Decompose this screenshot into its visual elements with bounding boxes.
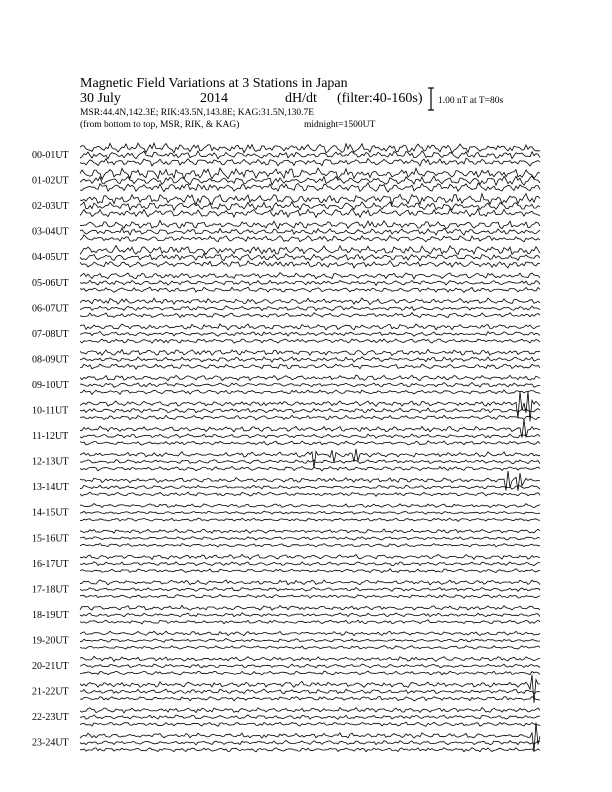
trace-17-18UT-MSR [80, 594, 540, 598]
trace-09-10UT-MSR [80, 390, 540, 395]
trace-19-20UT-MSR [80, 646, 540, 650]
trace-13-14UT-RIK [80, 485, 540, 489]
trace-20-21UT-MSR [80, 671, 540, 675]
station-coords: MSR:44.4N,142.3E; RIK:43.5N,143.8E; KAG:31.5N,130.7E [80, 108, 315, 118]
trace-03-04UT-KAG [80, 220, 540, 228]
chart-title: Magnetic Field Variations at 3 Stations in Japan [80, 76, 348, 91]
trace-06-07UT-RIK [80, 306, 540, 311]
trace-16-17UT-KAG [80, 554, 540, 559]
hour-label-02-03UT: 02-03UT [32, 201, 69, 213]
trace-20-21UT-KAG [80, 656, 540, 661]
trace-11-12UT-KAG [80, 419, 540, 438]
trace-04-05UT-MSR [80, 261, 540, 268]
trace-05-06UT-KAG [80, 273, 540, 279]
trace-09-10UT-KAG [80, 375, 540, 381]
trace-11-12UT-MSR [80, 441, 540, 445]
hour-label-00-01UT: 00-01UT [32, 150, 69, 161]
hour-label-09-10UT: 09-10UT [32, 379, 69, 391]
hour-label-14-15UT: 14-15UT [32, 507, 69, 519]
hour-label-01-02UT: 01-02UT [32, 175, 69, 187]
trace-05-06UT-MSR [80, 287, 540, 292]
trace-21-22UT-MSR [80, 696, 540, 701]
trace-14-15UT-RIK [80, 511, 540, 514]
trace-05-06UT-RIK [80, 280, 540, 285]
trace-22-23UT-MSR [80, 722, 540, 726]
hour-label-07-08UT: 07-08UT [32, 328, 69, 340]
trace-23-24UT-KAG [80, 723, 540, 752]
trace-01-02UT-MSR [80, 183, 540, 192]
trace-00-01UT-RIK [80, 151, 540, 159]
trace-03-04UT-MSR [80, 235, 540, 242]
trace-19-20UT-KAG [80, 631, 540, 635]
trace-20-21UT-RIK [80, 664, 540, 668]
hour-label-15-16UT: 15-16UT [32, 533, 69, 545]
trace-17-18UT-RIK [80, 587, 540, 591]
hour-label-12-13UT: 12-13UT [32, 456, 69, 468]
hour-label-23-24UT: 23-24UT [32, 737, 69, 749]
trace-14-15UT-MSR [80, 518, 540, 521]
date-year: 2014 [200, 91, 228, 106]
trace-02-03UT-RIK [80, 202, 540, 211]
filter-label: (filter:40-160s) [337, 91, 423, 106]
hour-label-22-23UT: 22-23UT [32, 712, 69, 724]
trace-12-13UT-KAG [80, 449, 540, 468]
hour-label-19-20UT: 19-20UT [32, 635, 69, 647]
hour-label-04-05UT: 04-05UT [32, 252, 69, 264]
hour-label-03-04UT: 03-04UT [32, 226, 69, 238]
scale-bar [428, 88, 503, 110]
hour-label-18-19UT: 18-19UT [32, 609, 69, 621]
chart-header [80, 76, 423, 130]
hour-label-20-21UT: 20-21UT [32, 661, 69, 672]
trace-18-19UT-KAG [80, 605, 540, 610]
hour-label-16-17UT: 16-17UT [32, 558, 69, 570]
hour-label-05-06UT: 05-06UT [32, 277, 69, 289]
trace-23-24UT-MSR [80, 748, 540, 752]
trace-17-18UT-KAG [80, 580, 540, 585]
trace-23-24UT-RIK [80, 740, 540, 745]
trace-15-16UT-RIK [80, 537, 540, 540]
trace-21-22UT-RIK [80, 689, 540, 694]
scale-bar-label: 1.00 nT at T=80s [438, 96, 504, 106]
hour-label-17-18UT: 17-18UT [32, 584, 69, 596]
trace-04-05UT-KAG [80, 246, 540, 255]
trace-06-07UT-KAG [80, 298, 540, 305]
trace-10-11UT-RIK [80, 408, 540, 413]
trace-14-15UT-KAG [80, 504, 540, 508]
hour-rows [32, 143, 540, 752]
trace-13-14UT-MSR [80, 492, 540, 496]
hour-label-21-22UT: 21-22UT [32, 686, 69, 698]
hour-label-06-07UT: 06-07UT [32, 303, 69, 315]
trace-18-19UT-MSR [80, 620, 540, 624]
trace-01-02UT-KAG [80, 168, 540, 179]
trace-11-12UT-RIK [80, 434, 540, 438]
quantity-label: dH/dt [285, 91, 317, 106]
trace-06-07UT-MSR [80, 313, 540, 318]
trace-08-09UT-RIK [80, 357, 540, 362]
hour-label-11-12UT: 11-12UT [32, 431, 69, 443]
hour-label-13-14UT: 13-14UT [32, 482, 69, 494]
trace-12-13UT-RIK [80, 460, 540, 464]
trace-15-16UT-KAG [80, 529, 540, 533]
trace-19-20UT-RIK [80, 639, 540, 643]
trace-03-04UT-RIK [80, 228, 540, 235]
trace-09-10UT-RIK [80, 383, 540, 388]
date-day: 30 July [80, 91, 121, 106]
trace-00-01UT-KAG [80, 143, 540, 153]
trace-02-03UT-MSR [80, 209, 540, 218]
trace-16-17UT-RIK [80, 562, 540, 566]
hour-label-08-09UT: 08-09UT [32, 354, 69, 366]
hour-label-10-11UT: 10-11UT [32, 405, 69, 417]
trace-08-09UT-MSR [80, 364, 540, 369]
trace-07-08UT-MSR [80, 339, 540, 343]
trace-18-19UT-RIK [80, 613, 540, 617]
trace-07-08UT-KAG [80, 324, 540, 330]
trace-12-13UT-MSR [80, 466, 540, 471]
trace-07-08UT-RIK [80, 331, 540, 336]
trace-02-03UT-KAG [80, 194, 540, 205]
trace-01-02UT-RIK [80, 176, 540, 185]
trace-08-09UT-KAG [80, 349, 540, 355]
station-order-note: (from bottom to top, MSR, RIK, & KAG) [80, 120, 240, 130]
trace-22-23UT-KAG [80, 708, 540, 713]
trace-16-17UT-MSR [80, 569, 540, 573]
trace-04-05UT-RIK [80, 253, 540, 260]
trace-00-01UT-MSR [80, 158, 540, 166]
trace-15-16UT-MSR [80, 543, 540, 547]
trace-22-23UT-RIK [80, 715, 540, 719]
trace-10-11UT-MSR [80, 415, 540, 420]
midnight-note: midnight=1500UT [304, 120, 376, 130]
